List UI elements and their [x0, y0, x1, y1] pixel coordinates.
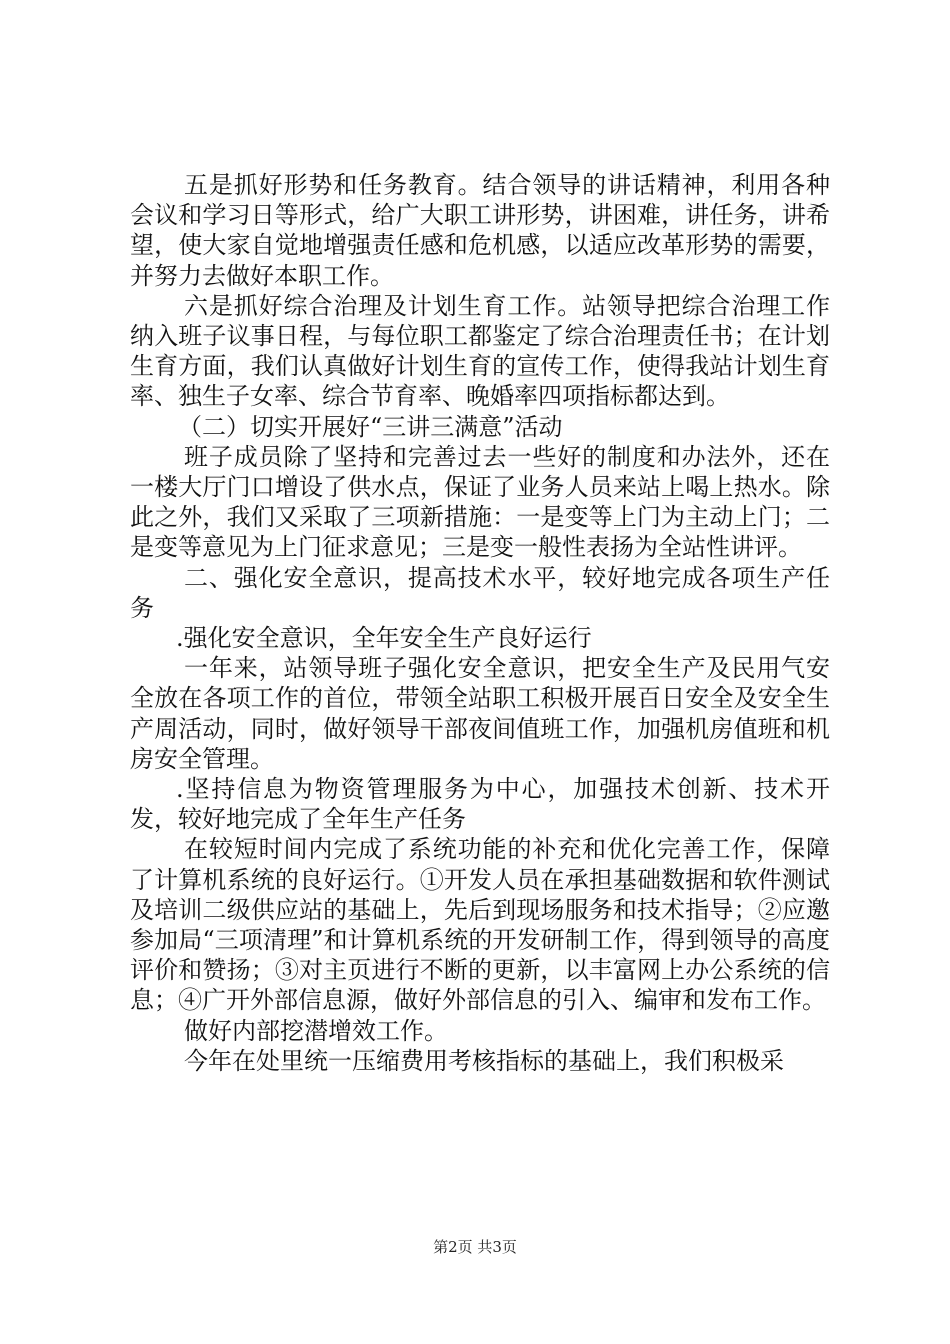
- subheading-internal-efficiency: 做好内部挖潜增效工作。: [184, 1016, 448, 1045]
- paragraph-item-five: 五是抓好形势和任务教育。结合领导的讲话精神，利用各种会议和学习日等形式，给广大职工讲形势，讲困难，讲任务，讲希望，使大家自觉地增强责任感和危机感，以适应改革形势的需要，并努力去做好本职工作。: [130, 171, 830, 290]
- page-number-footer: 第2页 共3页: [433, 1238, 517, 1256]
- paragraph-team-members: 班子成员除了坚持和完善过去一些好的制度和办法外，还在一楼大厅门口增设了供水点，保证了业务人员来站上喝上热水。除此之外，我们又采取了三项新措施：一是变等上门为主动上门；二是变等意见为上门征求意见；三是变一般性表扬为全站性讲评。: [130, 442, 830, 562]
- paragraph-safety-year: 一年来，站领导班子强化安全意识，把安全生产及民用气安全放在各项工作的首位，带领全站职工积极开展百日安全及安全生产周活动，同时，做好领导干部夜间值班工作，加强机房值班和机房安全管理。: [130, 654, 830, 773]
- paragraph-system-work: 在较短时间内完成了系统功能的补充和优化完善工作，保障了计算机系统的良好运行。①开发人员在承担基础数据和软件测试及培训二级供应站的基础上，先后到现场服务和技术指导；②应邀参加局“三项清理”和计算机系统的开发研制工作，得到领导的高度评价和赞扬；③对主页进行不断的更新，以丰富网上办公系统的信息；④广开外部信息源，做好外部信息的引入、编审和发布工作。: [130, 835, 830, 1015]
- section-heading-three-talks: （二）切实开展好“三讲三满意”活动: [178, 412, 563, 441]
- subheading-information-management: .坚持信息为物资管理服务为中心，加强技术创新、技术开发，较好地完成了全年生产任务: [130, 775, 830, 834]
- paragraph-item-six: 六是抓好综合治理及计划生育工作。站领导把综合治理工作纳入班子议事日程，与每位职工都鉴定了综合治理责任书；在计划生育方面，我们认真做好计划生育的宣传工作，使得我站计划生育率、独生子女率、综合节育率、晚婚率四项指标都达到。: [130, 291, 830, 411]
- section-heading-safety: 二、强化安全意识，提高技术水平，较好地完成各项生产任务: [130, 563, 830, 622]
- document-body: [130, 170, 830, 1076]
- paragraph-cost-control: 今年在处里统一压缩费用考核指标的基础上，我们积极采: [184, 1046, 784, 1075]
- subheading-safety-awareness: .强化安全意识，全年安全生产良好运行: [176, 624, 592, 653]
